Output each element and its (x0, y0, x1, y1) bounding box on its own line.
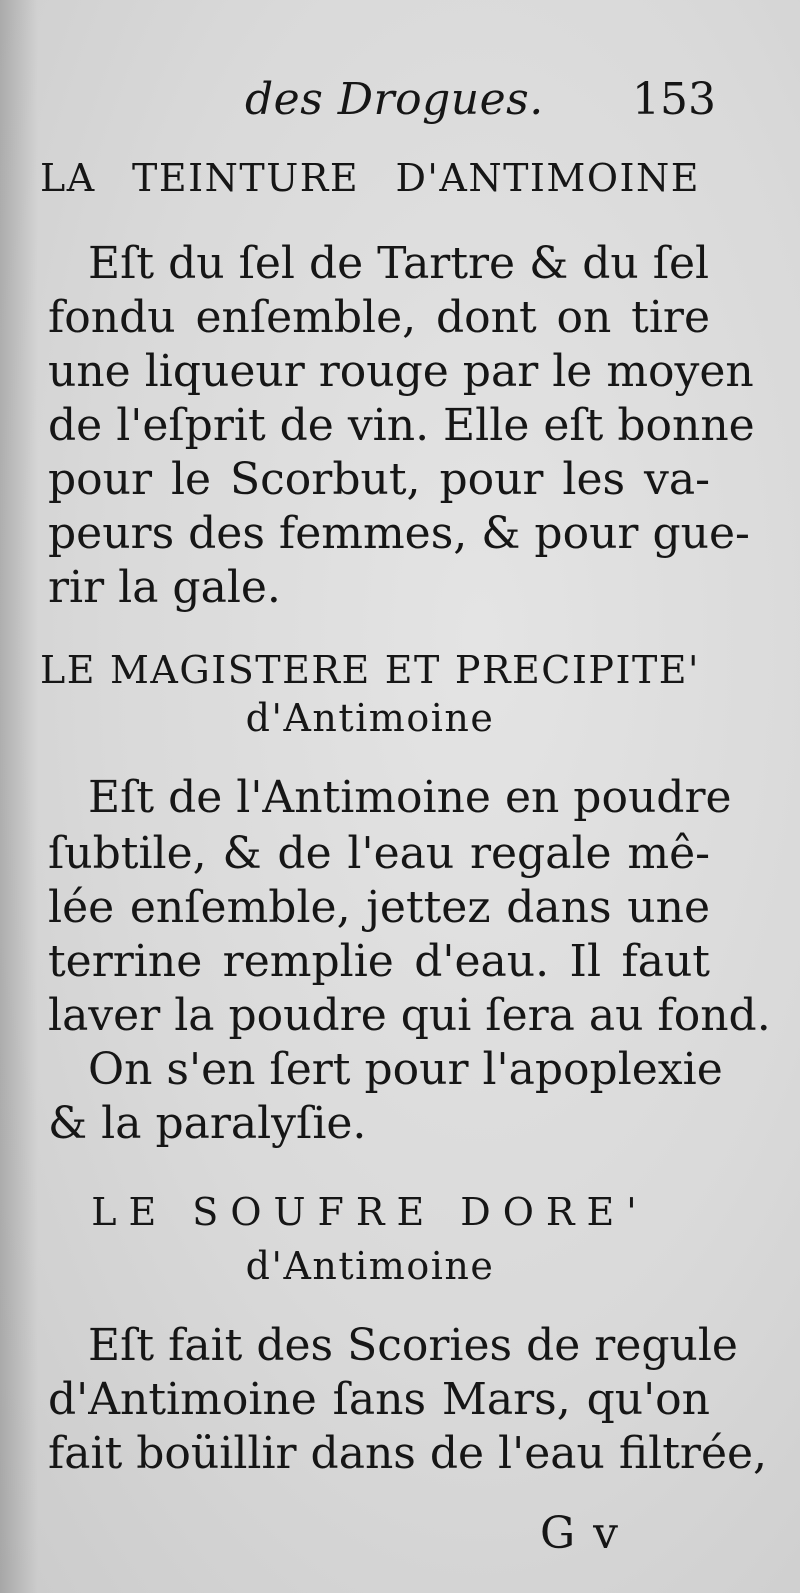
text-line: pour le Scorbut, pour les va- (48, 454, 710, 505)
text-line: fait boüillir dans de l'eau filtrée, (48, 1428, 768, 1479)
text-line: une liqueur rouge par le moyen (48, 346, 754, 397)
text-line: & la paralyſie. (48, 1098, 367, 1149)
section-subheading: d'Antimoine (245, 1244, 495, 1288)
text-line: Eſt fait des Scories de regule (88, 1320, 738, 1371)
text-line: d'Antimoine ſans Mars, qu'on (48, 1374, 710, 1425)
text-line: lée enſemble, jettez dans une (48, 882, 710, 933)
text-line: ſubtile, & de l'eau regale mê- (48, 828, 710, 879)
text-line: Eſt du ſel de Tartre & du ſel (88, 238, 710, 289)
text-line: rir la gale. (48, 562, 281, 613)
text-line: de l'eſprit de vin. Elle eſt bonne (48, 400, 755, 451)
text-line: laver la poudre qui ſera au fond. (48, 990, 771, 1041)
text-line: fondu enſemble, dont on tire (48, 292, 710, 343)
page-number: 153 (632, 74, 716, 125)
section-heading: LE MAGISTERE ET PRECIPITE' (40, 648, 700, 692)
catchword: G v (540, 1508, 620, 1559)
text-line: On s'en ſert pour l'apoplexie (88, 1044, 723, 1095)
text-line: terrine remplie d'eau. Il faut (48, 936, 710, 987)
section-heading: LA TEINTURE D'ANTIMOINE (40, 156, 700, 200)
section-subheading: d'Antimoine (245, 696, 495, 740)
text-line: peurs des femmes, & pour gue- (48, 508, 750, 559)
running-head (0, 72, 800, 128)
section-heading: LE SOUFRE DORE' (91, 1190, 649, 1234)
running-title: des Drogues. (245, 74, 544, 125)
page-edge-shadow (0, 0, 38, 1593)
text-line: Eſt de l'Antimoine en poudre (88, 772, 732, 823)
